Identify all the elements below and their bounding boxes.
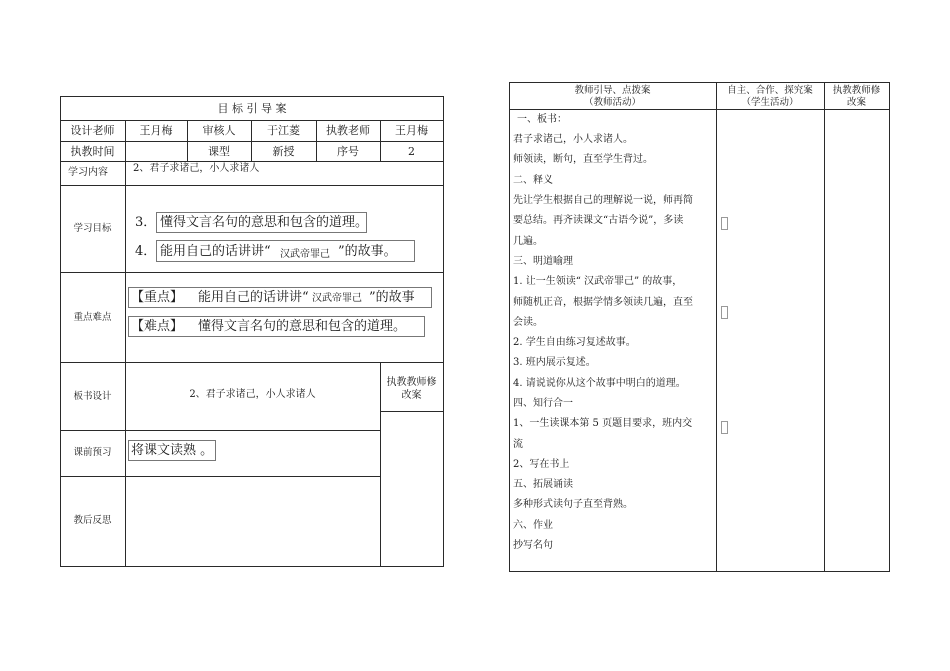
activity-line: 多种形式读句子直至背熟。 xyxy=(513,499,633,510)
cell-reviewer-name: 于江菱 xyxy=(267,124,300,137)
rule xyxy=(125,120,126,567)
rule xyxy=(824,82,825,572)
activity-line: 二、释义 xyxy=(513,175,553,186)
rule xyxy=(443,96,444,567)
rule xyxy=(380,411,444,412)
cell-designer-label: 设计老师 xyxy=(70,124,115,137)
key-point-pre: 能用自己的话讲讲“ xyxy=(198,290,309,305)
key-point-tag: 【重点】 xyxy=(131,290,184,305)
difficult-point-tag: 【难点】 xyxy=(131,319,184,334)
cell-type-label: 课型 xyxy=(208,145,230,158)
rule xyxy=(509,109,890,110)
key-label: 重点难点 xyxy=(73,312,112,323)
rule xyxy=(60,96,444,97)
activity-line: 师随机正音，根据学情多领读几遍，直至 xyxy=(513,297,693,308)
prep-label: 课前预习 xyxy=(73,447,112,458)
placeholder-mark xyxy=(721,306,728,319)
rule xyxy=(60,161,444,162)
activity-line: 1. 让一生领读“ 汉武帝罪己” 的故事， xyxy=(513,276,683,287)
cell-teacher-name: 王月梅 xyxy=(395,124,428,137)
goal-4-number: 4． xyxy=(135,244,157,259)
header-mod-line1: 执教教师修 xyxy=(832,85,881,96)
rule xyxy=(509,82,890,83)
goal-4-pre: 能用自己的话讲讲“ xyxy=(160,244,271,259)
cell-type-value: 新授 xyxy=(272,145,295,158)
activity-line: 几遍。 xyxy=(513,236,543,247)
content-value: 2、君子求诸己，小人求诸人 xyxy=(133,163,260,174)
header-mod-line2: 改案 xyxy=(846,97,866,108)
goal-3-number: 3． xyxy=(135,215,157,230)
rule xyxy=(60,430,380,431)
activity-line: 三、明道喻理 xyxy=(513,256,573,267)
placeholder-mark xyxy=(721,421,728,434)
cell-time-label: 执教时间 xyxy=(70,145,115,158)
goal-3-text: 懂得文言名句的意思和包含的道理。 xyxy=(160,215,369,230)
header-student-line2: （学生活动） xyxy=(741,97,799,108)
activity-line: 先让学生根据自己的理解说一说，师再简 xyxy=(513,195,693,206)
table-title: 目 标 引 导 案 xyxy=(217,102,287,115)
activity-line: 2、写在书上 xyxy=(513,459,570,470)
teacher-mod-line2: 改案 xyxy=(401,390,422,401)
rule xyxy=(60,185,444,186)
rule xyxy=(716,82,717,572)
activity-line: 4. 请说说你从这个故事中明白的道理。 xyxy=(513,378,686,389)
header-teacher-line2: （教师活动） xyxy=(583,97,641,108)
board-value: 2、君子求诸己，小人求诸人 xyxy=(189,389,316,400)
activity-line: 五、拓展诵读 xyxy=(513,479,573,490)
goals-label: 学习目标 xyxy=(73,223,112,234)
activity-line: 要总结。再齐读课文“古语今说”，多读 xyxy=(513,215,684,226)
rule xyxy=(60,141,444,142)
activity-line: 君子求诸己，小人求诸人。 xyxy=(513,134,633,145)
activity-line: 3. 班内展示复述。 xyxy=(513,357,596,368)
activity-line: 一、板书： xyxy=(517,114,567,125)
placeholder-mark xyxy=(721,217,728,230)
activity-line: 1、一生读课本第 5 页题目要求，班内交 xyxy=(513,418,693,429)
key-point-post: ”的故事 xyxy=(369,290,415,305)
board-label: 板书设计 xyxy=(73,391,112,402)
activity-line: 六、作业 xyxy=(513,520,553,531)
cell-teacher-label: 执教老师 xyxy=(326,124,370,137)
rule xyxy=(60,566,444,567)
rule xyxy=(60,362,444,363)
goal-4-post: ”的故事。 xyxy=(338,244,397,259)
key-point-title: 汉武帝罪己 xyxy=(312,293,362,304)
rule xyxy=(889,82,890,572)
rule xyxy=(509,571,890,572)
cell-designer-name: 王月梅 xyxy=(139,124,173,137)
activity-line: 会读。 xyxy=(513,317,543,328)
activity-line: 抄写名句 xyxy=(513,540,553,551)
content-label: 学习内容 xyxy=(68,167,108,178)
difficult-point-text: 懂得文言名句的意思和包含的道理。 xyxy=(198,319,407,334)
activity-line: 2. 学生自由练习复述故事。 xyxy=(513,337,636,348)
rule xyxy=(509,82,510,572)
rule xyxy=(60,272,444,273)
prep-value: 将课文读熟 。 xyxy=(131,443,214,458)
rule xyxy=(60,120,444,121)
header-teacher-line1: 教师引导、点拨案 xyxy=(574,85,651,96)
reflect-label: 教后反思 xyxy=(73,515,112,526)
cell-reviewer-label: 审核人 xyxy=(202,124,236,137)
activity-line: 师领读，断句，直至学生背过。 xyxy=(513,154,653,165)
cell-number-value: 2 xyxy=(408,145,415,158)
header-student-line1: 自主、合作、探究案 xyxy=(727,85,813,96)
rule xyxy=(60,476,380,477)
activity-line: 四、知行合一 xyxy=(513,398,573,409)
cell-number-label: 序号 xyxy=(337,145,359,158)
teacher-mod-line1: 执教教师修 xyxy=(386,377,437,388)
activity-line: 流 xyxy=(513,439,523,450)
goal-4-title: 汉武帝罪己 xyxy=(280,249,330,260)
rule xyxy=(60,96,61,567)
